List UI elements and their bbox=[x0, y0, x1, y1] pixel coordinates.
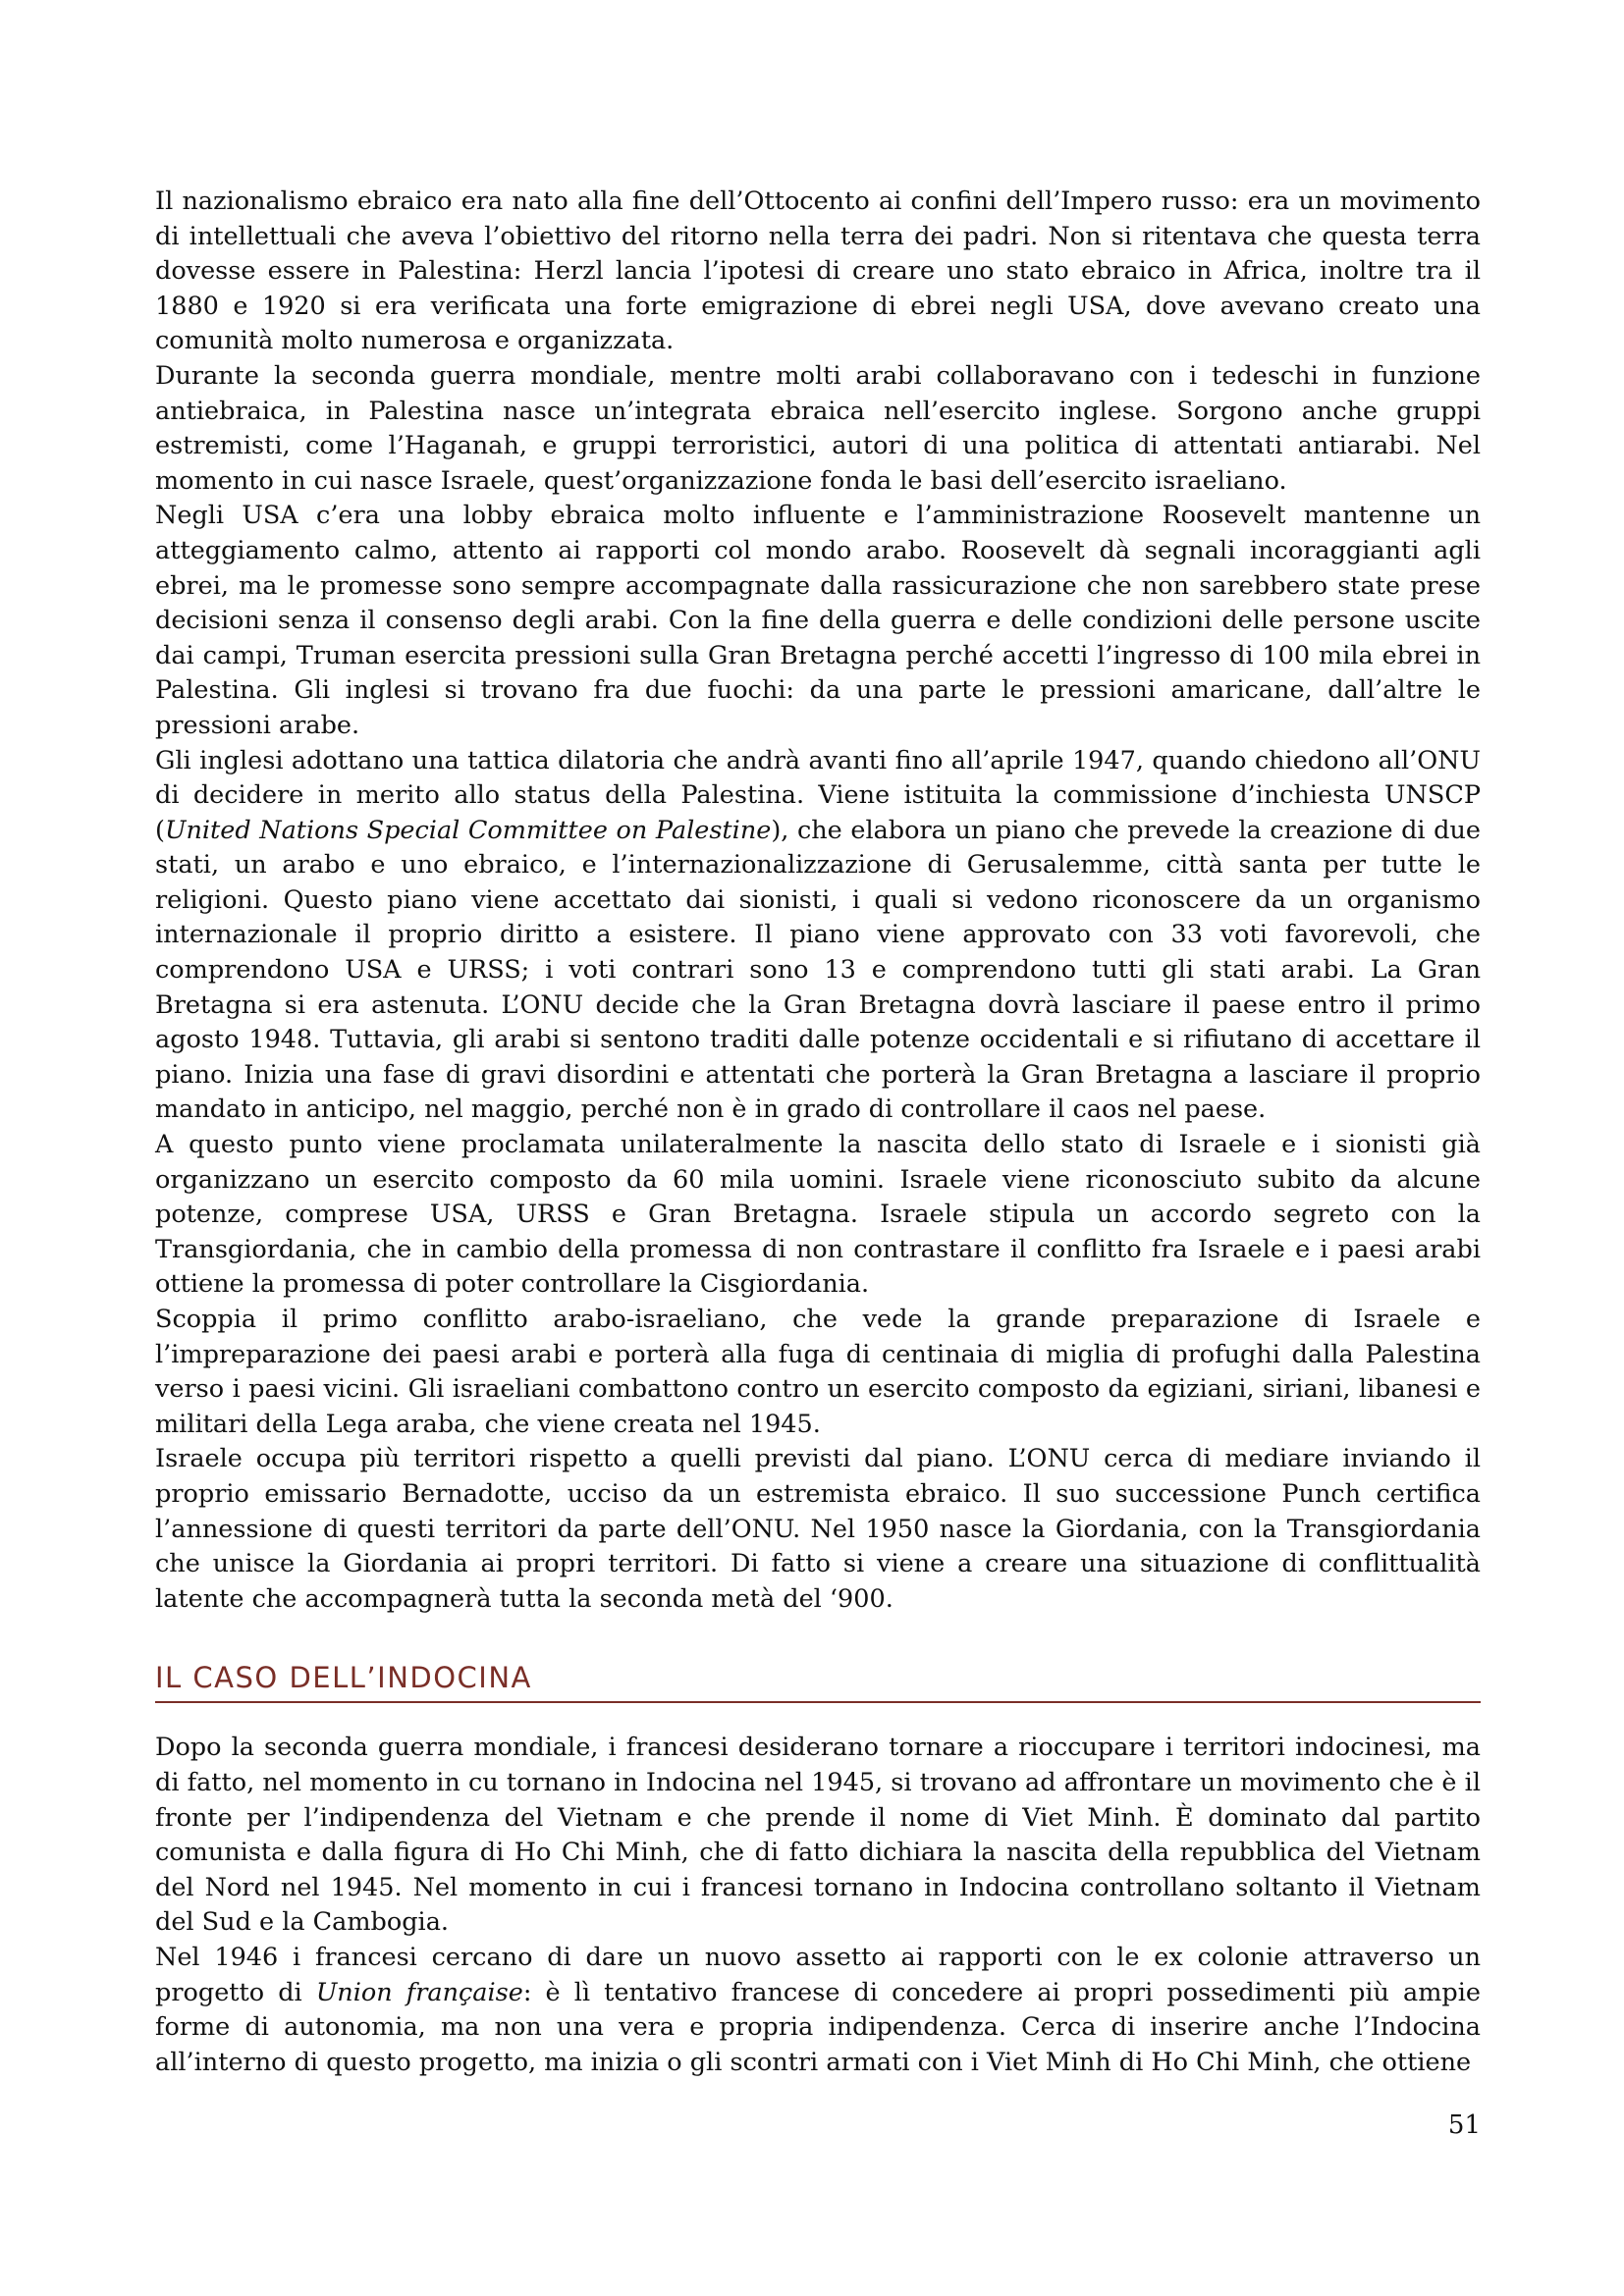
section-heading: IL CASO DELL’INDOCINA bbox=[155, 1658, 1481, 1703]
paragraph: Durante la seconda guerra mondiale, mentre molti arabi collaboravano con i tedeschi in funzione antiebraica, in Palestina nasce un’integrata ebraica nell’esercito inglese. Sorgono anche gruppi estremisti, come l’Haganah, e gruppi terroristici, autori di una politica di attentati antiarabi. Nel momento in cui nasce Israele, quest’organizzazione fonda le basi dell’esercito israeliano. bbox=[155, 360, 1481, 496]
paragraph-text: ), che elabora un piano che prevede la creazione di due stati, un arabo e uno ebraico, e l’internazionalizzazione di Gerusalemme, città santa per tutte le religioni. Questo piano viene accettato dai sionisti, i quali si vedono riconoscere da un organismo internazionale il proprio diritto a esistere. Il piano viene approvato con 33 voti favorevoli, che comprendono USA e URSS; i voti contrari sono 13 e comprendono tutti gli stati arabi. La Gran Bretagna si era astenuta. L’ONU decide che la Gran Bretagna dovrà lasciare il paese entro il primo agosto 1948. Tuttavia, gli arabi si sentono traditi dalle potenze occidentali e si rifiutano di accettare il piano. Inizia una fase di gravi disordini e attentati che porterà la Gran Bretagna a lasciare il proprio mandato in anticipo, nel maggio, perché non è in grado di controllare il caos nel paese. bbox=[155, 815, 1482, 1125]
paragraph-text: : è lì tentativo francese di concedere ai propri possedimenti più ampie forme di autonomia, ma non una vera e propria indipendenza. Cerca di inserire anche l’Indocina all’interno di questo progetto, ma inizia o gli scontri armati con i Viet Minh di Ho Chi Minh, che ottiene bbox=[155, 1977, 1481, 2077]
page-content bbox=[155, 185, 1481, 2080]
italic-text: United Nations Special Committee on Palestine bbox=[164, 815, 772, 845]
paragraph: Negli USA c’era una lobby ebraica molto influente e l’amministrazione Roosevelt mantenne un atteggiamento calmo, attento ai rapporti col mondo arabo. Roosevelt dà segnali incoraggianti agli ebrei, ma le promesse sono sempre accompagnate dalla rassicurazione che non sarebbero state prese decisioni senza il consenso degli arabi. Con la fine della guerra e delle condizioni delle persone uscite dai campi, Truman esercita pressioni sulla Gran Bretagna perché accetti l’ingresso di 100 mila ebrei in Palestina. Gli inglesi si trovano fra due fuochi: da una parte le pressioni amaricane, dall’altre le pressioni arabe. bbox=[155, 501, 1481, 740]
paragraph-text: Gli inglesi adottano una tattica dilatoria che andrà avanti fino all’aprile 1947, quando chiedono all’ONU di decidere in merito allo status della Palestina. Viene istituita la commissione d’inchiesta UNSCP ( bbox=[155, 745, 1481, 845]
paragraph: Dopo la seconda guerra mondiale, i francesi desiderano tornare a rioccupare i territori indocinesi, ma di fatto, nel momento in cu tornano in Indocina nel 1945, si trovano ad affrontare un movimento che è il fronte per l’indipendenza del Vietnam e che prende il nome di Viet Minh. È dominato dal partito comunista e dalla figura di Ho Chi Minh, che di fatto dichiara la nascita della repubblica del Vietnam del Nord nel 1945. Nel momento in cui i francesi tornano in Indocina controllano soltanto il Vietnam del Sud e la Cambogia. bbox=[155, 1733, 1481, 1938]
italic-text: Union française bbox=[315, 1977, 523, 2007]
paragraph: Scoppia il primo conflitto arabo-israeliano, che vede la grande preparazione di Israele e l’impreparazione dei paesi arabi e porterà alla fuga di centinaia di miglia di profughi dalla Palestina verso i paesi vicini. Gli israeliani combattono contro un esercito composto da egiziani, siriani, libanesi e militari della Lega araba, che viene creata nel 1945. bbox=[155, 1305, 1481, 1439]
paragraph-text: Nel 1946 i francesi cercano di dare un nuovo assetto ai rapporti con le ex colonie attraverso un progetto di bbox=[155, 1942, 1481, 2007]
page-number: 51 bbox=[1447, 2110, 1481, 2140]
paragraph: Israele occupa più territori rispetto a quelli previsti dal piano. L’ONU cerca di mediare inviando il proprio emissario Bernadotte, ucciso da un estremista ebraico. Il suo successione Punch certifica l’annessione di questi territori da parte dell’ONU. Nel 1950 nasce la Giordania, con la Transgiordania che unisce la Giordania ai propri territori. Di fatto si viene a creare una situazione di conflittualità latente che accompagnerà tutta la seconda metà del ‘900. bbox=[155, 1444, 1481, 1614]
paragraph-union-francaise bbox=[155, 1941, 1481, 2080]
paragraph: Il nazionalismo ebraico era nato alla fine dell’Ottocento ai confini dell’Impero russo: era un movimento di intellettuali che aveva l’obiettivo del ritorno nella terra dei padri. Non si ritentava che questa terra dovesse essere in Palestina: Herzl lancia l’ipotesi di creare uno stato ebraico in Africa, inoltre tra il 1880 e 1920 si era verificata una forte emigrazione di ebrei negli USA, dove avevano creato una comunità molto numerosa e organizzata. bbox=[155, 187, 1481, 356]
paragraph: A questo punto viene proclamata unilateralmente la nascita dello stato di Israele e i sionisti già organizzano un esercito composto da 60 mila uomini. Israele viene riconosciuto subito da alcune potenze, comprese USA, URSS e Gran Bretagna. Israele stipula un accordo segreto con la Transgiordania, che in cambio della promessa di non contrastare il conflitto fra Israele e i paesi arabi ottiene la promessa di poter controllare la Cisgiordania. bbox=[155, 1130, 1481, 1300]
paragraph-unscp bbox=[155, 744, 1481, 1129]
